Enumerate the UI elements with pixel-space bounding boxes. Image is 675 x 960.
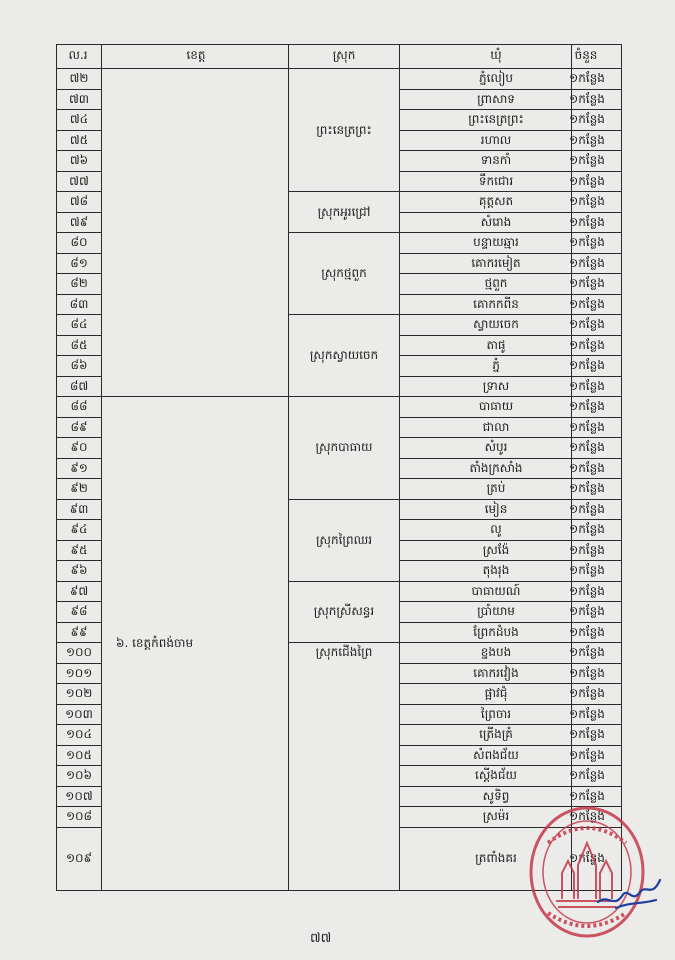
row-number: ៨៥ (70, 337, 88, 352)
row-number: ៧៤ (69, 112, 89, 126)
header-district: ស្រុក (332, 48, 356, 62)
commune-name: ស្រម៉រ (482, 809, 510, 823)
row-divider (56, 704, 101, 705)
header-count: ចំនួន (574, 48, 598, 62)
row-divider (56, 171, 101, 172)
location-count: ១កន្លែង (569, 173, 605, 188)
row-divider (56, 253, 101, 254)
commune-name: ទ្រាស (482, 378, 510, 393)
row-divider (399, 355, 622, 356)
commune-name: ព្រៃចារ (480, 706, 512, 721)
handwritten-signature (594, 874, 664, 914)
row-number: ៨៨ (70, 399, 88, 413)
commune-name: សំពងជ័យ (473, 747, 519, 762)
location-count: ១កន្លែង (569, 665, 605, 680)
row-divider (399, 601, 622, 602)
row-divider (399, 519, 622, 520)
row-divider (56, 622, 101, 623)
row-divider (399, 560, 622, 561)
commune-name: ស្វាយចេក (473, 317, 519, 331)
row-number: ១០៨ (65, 809, 93, 823)
commune-name: ត្រើងគ្រំ (479, 727, 513, 741)
row-divider (56, 663, 101, 664)
column-divider (288, 44, 289, 890)
row-divider (399, 150, 622, 151)
row-divider (399, 109, 622, 110)
district-group-divider (288, 232, 399, 233)
row-divider (56, 745, 101, 746)
row-number: ៧៩ (69, 214, 89, 229)
row-divider (399, 130, 622, 131)
commune-name: មៀន (484, 501, 508, 516)
commune-name: ជាលា (482, 419, 510, 434)
commune-name: បន្ទាយឆ្មារ (473, 235, 519, 249)
row-divider (399, 335, 622, 336)
commune-name: តុងរុង (482, 563, 510, 577)
row-divider (56, 335, 101, 336)
location-count: ១កន្លែង (569, 522, 605, 536)
row-divider (399, 437, 622, 438)
row-divider (399, 232, 622, 233)
row-divider (56, 437, 101, 438)
column-divider (101, 44, 102, 890)
table-border-top (56, 44, 622, 45)
location-count: ១កន្លែង (569, 481, 605, 495)
row-divider (56, 499, 101, 500)
commune-name: ព្រះនេត្រព្រះ (468, 112, 524, 126)
row-number: ៨១ (70, 255, 88, 270)
row-number: ១០៤ (65, 727, 93, 741)
row-divider (399, 540, 622, 541)
commune-name: ទានកាំ (480, 153, 512, 167)
row-number: ៧៥ (69, 132, 89, 147)
commune-name: តាំងក្រសាំង (469, 460, 523, 475)
commune-name: ភ្នំលៀប (478, 71, 514, 85)
row-divider (399, 581, 622, 582)
row-divider (56, 540, 101, 541)
row-divider (56, 581, 101, 582)
official-seal-stamp (528, 803, 646, 941)
commune-name: គោករវៀង (473, 665, 519, 680)
row-divider (399, 704, 622, 705)
row-number: ៨៦ (70, 358, 88, 372)
row-divider (399, 376, 622, 377)
header-divider (56, 68, 622, 69)
row-divider (56, 273, 101, 274)
row-divider (56, 150, 101, 151)
row-number: ១០១ (65, 665, 93, 680)
commune-name: ព្រែកដំបង (473, 624, 519, 639)
row-divider (399, 171, 622, 172)
row-divider (399, 458, 622, 459)
location-count: ១កន្លែង (569, 235, 605, 249)
province-name: ៦. ខេត្តកំពង់ចាម (116, 635, 194, 650)
district-group-divider (288, 499, 399, 500)
commune-name: ប្រាំយាម (477, 604, 515, 618)
commune-name: ទឹកជោរ (478, 173, 514, 188)
row-divider (56, 683, 101, 684)
commune-name: គោករមៀត (471, 255, 521, 270)
row-number: ៩៨ (70, 604, 88, 618)
row-divider (56, 642, 101, 643)
row-number: ៩៥ (70, 542, 88, 557)
row-divider (56, 765, 101, 766)
commune-name: ថ្មពួក (484, 276, 508, 290)
location-count: ១កន្លែង (569, 851, 605, 865)
location-count: ១កន្លែង (569, 112, 605, 126)
row-number: ៩១ (70, 460, 88, 475)
district-name: ស្រុកអូរជ្រៅ (317, 204, 371, 219)
row-divider (399, 765, 622, 766)
location-count: ១កន្លែង (569, 542, 605, 557)
location-count: ១កន្លែង (569, 809, 605, 823)
row-number: ៧៨ (69, 194, 89, 208)
row-divider (399, 478, 622, 479)
commune-name: ព្រាសាទ (477, 91, 515, 106)
row-number: ១០២ (65, 686, 93, 700)
location-count: ១កន្លែង (569, 624, 605, 639)
location-count: ១កន្លែង (569, 440, 605, 454)
row-divider (56, 417, 101, 418)
commune-name: ត្រពាំងគរ (475, 851, 517, 865)
district-name: ស្រុកស្វាយចេក (309, 348, 379, 362)
row-divider (56, 396, 101, 397)
commune-name: បាធាយ (478, 399, 514, 413)
row-number: ៧២ (69, 71, 89, 85)
row-divider (56, 232, 101, 233)
row-divider (399, 642, 622, 643)
row-divider (56, 560, 101, 561)
district-name: ព្រះនេត្រព្រះ (316, 122, 372, 137)
location-count: ១កន្លែង (569, 645, 605, 659)
location-count: ១កន្លែង (569, 71, 605, 85)
row-divider (399, 622, 622, 623)
row-number: ៩៣ (69, 501, 89, 516)
header-province: ខេត្ត (186, 48, 206, 62)
location-count: ១កន្លែង (569, 604, 605, 618)
location-count: ១កន្លែង (569, 214, 605, 229)
commune-name: សំបូរ (484, 440, 508, 454)
row-number: ១០៣ (65, 706, 93, 721)
location-count: ១កន្លែង (569, 296, 605, 311)
row-number: ៧៦ (69, 153, 89, 167)
row-number: ១០៥ (65, 747, 93, 762)
row-number: ៧៣ (68, 91, 90, 106)
row-divider (399, 786, 622, 787)
row-divider (56, 130, 101, 131)
row-number: ១០០ (65, 645, 93, 659)
commune-name: ភ្នំ (492, 358, 500, 372)
commune-name: គោកកពីន (473, 296, 519, 311)
row-divider (56, 191, 101, 192)
commune-name: តាផូ (486, 337, 506, 352)
row-divider (399, 396, 622, 397)
row-divider (56, 724, 101, 725)
location-count: ១កន្លែង (569, 788, 605, 803)
row-divider (56, 314, 101, 315)
location-count: ១កន្លែង (569, 563, 605, 577)
row-divider (56, 786, 101, 787)
row-divider (56, 478, 101, 479)
header-commune: ឃុំ (490, 48, 502, 62)
row-divider (56, 89, 101, 90)
row-number: ១០៩ (65, 851, 93, 865)
row-divider (56, 601, 101, 602)
location-count: ១កន្លែង (569, 194, 605, 208)
district-name: ស្រុកបាធាយ (315, 440, 373, 455)
district-group-divider (288, 396, 399, 397)
row-number: ៩៦ (70, 563, 88, 577)
row-divider (399, 417, 622, 418)
commune-name: លូ (490, 522, 502, 536)
row-number: ៩៤ (70, 522, 88, 536)
location-count: ១កន្លែង (569, 337, 605, 352)
location-count: ១កន្លែង (569, 358, 605, 372)
row-divider (399, 294, 622, 295)
location-count: ១កន្លែង (569, 727, 605, 741)
row-divider (399, 89, 622, 90)
location-count: ១កន្លែង (569, 317, 605, 331)
commune-name: ស្រង៉ែ (482, 542, 510, 557)
district-group-divider (288, 314, 399, 315)
row-divider (399, 212, 622, 213)
district-name: ស្រុកស្រីសន្ធរ (313, 604, 375, 619)
row-divider (399, 191, 622, 192)
row-divider (56, 519, 101, 520)
location-count: ១កន្លែង (569, 501, 605, 516)
commune-name: រហាល (480, 132, 512, 147)
row-number: ៨២ (70, 276, 88, 290)
location-count: ១កន្លែង (569, 706, 605, 721)
row-number: ៩០ (70, 440, 88, 454)
row-divider (399, 683, 622, 684)
location-count: ១កន្លែង (569, 460, 605, 475)
row-divider (56, 355, 101, 356)
commune-name: ផ្អាវជុំ (484, 686, 508, 700)
location-count: ១កន្លែង (569, 255, 605, 270)
row-number: ៩៩ (70, 624, 88, 639)
location-count: ១កន្លែង (569, 276, 605, 290)
row-number: ៨០ (70, 235, 88, 249)
row-divider (399, 253, 622, 254)
commune-name: សំរោង (480, 214, 512, 229)
row-number: ៨៧ (69, 378, 89, 393)
row-divider (399, 724, 622, 725)
row-divider (56, 458, 101, 459)
row-number: ៨៩ (70, 419, 88, 434)
row-number: ៩៧ (69, 583, 89, 598)
location-count: ១កន្លែង (569, 91, 605, 106)
row-number: ១០៦ (65, 768, 93, 782)
commune-name: បាធាយណ៍ (471, 583, 521, 598)
district-name: ស្រុកជើងព្រៃ (315, 645, 373, 659)
location-count: ១កន្លែង (569, 686, 605, 700)
district-name: ស្រុកថ្មពួក (321, 266, 367, 280)
row-divider (56, 827, 101, 828)
commune-name: សូទិព្វ (482, 788, 510, 803)
row-divider (56, 376, 101, 377)
location-count: ១កន្លែង (569, 132, 605, 147)
row-number: ៩២ (70, 481, 88, 495)
commune-name: ស្ដើងជ័យ (475, 768, 517, 782)
district-group-divider (288, 581, 399, 582)
district-name: ស្រុកព្រៃឈរ (315, 532, 373, 547)
commune-name: គុត្តសត (478, 194, 514, 208)
page-number: ៧៧ (310, 931, 332, 946)
row-divider (399, 273, 622, 274)
district-group-divider (288, 191, 399, 192)
location-count: ១កន្លែង (569, 399, 605, 413)
document-table (56, 44, 622, 912)
row-divider (399, 314, 622, 315)
commune-name: ខ្នងបង (480, 645, 512, 659)
row-divider (56, 294, 101, 295)
location-count: ១កន្លែង (569, 583, 605, 598)
location-count: ១កន្លែង (569, 768, 605, 782)
location-count: ១កន្លែង (569, 419, 605, 434)
province-group-divider (101, 396, 288, 397)
location-count: ១កន្លែង (569, 747, 605, 762)
row-number: ១០៧ (65, 788, 93, 803)
row-number: ៨៣ (69, 296, 89, 311)
location-count: ១កន្លែង (569, 153, 605, 167)
row-divider (399, 499, 622, 500)
district-group-divider (288, 642, 399, 643)
header-no: ល.រ (68, 48, 88, 62)
row-divider (399, 745, 622, 746)
row-divider (399, 663, 622, 664)
location-count: ១កន្លែង (569, 378, 605, 393)
row-divider (56, 212, 101, 213)
row-number: ៨៤ (70, 317, 88, 331)
commune-name: ត្រប់ (486, 481, 506, 495)
row-number: ៧៧ (69, 173, 89, 188)
row-divider (56, 806, 101, 807)
row-divider (56, 109, 101, 110)
